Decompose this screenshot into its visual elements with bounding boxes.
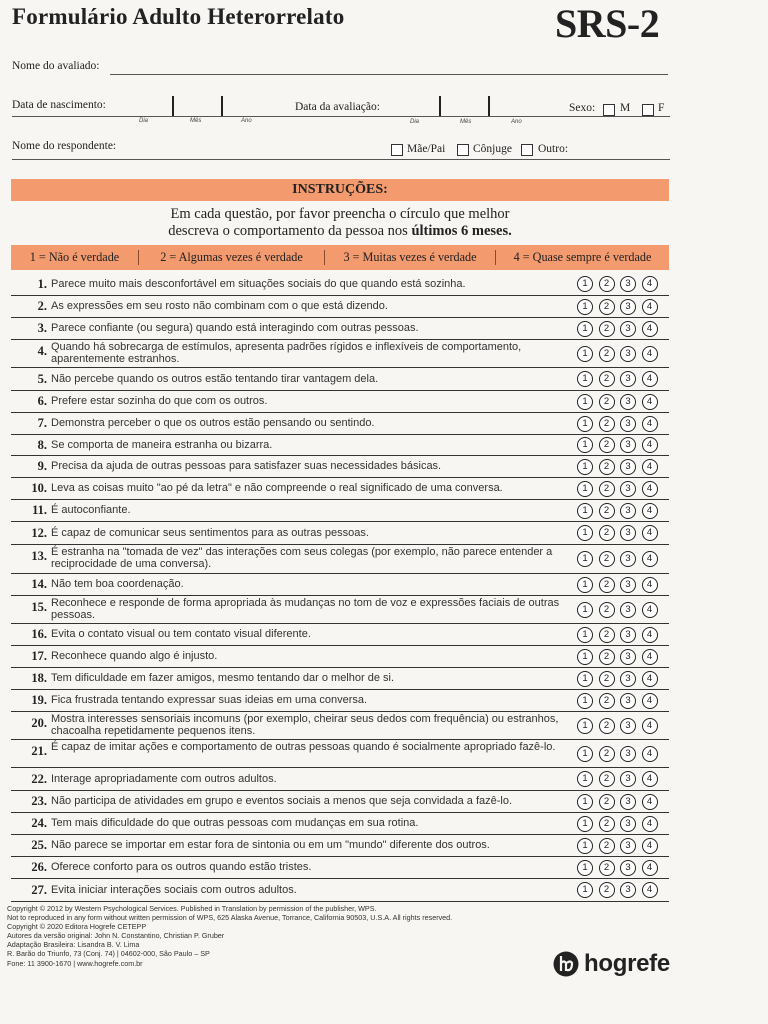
answer-circle-3[interactable]: 3 (620, 771, 636, 787)
question-row (11, 646, 669, 668)
answer-circle-1[interactable]: 1 (577, 649, 593, 665)
answer-circle-4[interactable]: 4 (642, 346, 658, 362)
answer-circle-4[interactable]: 4 (642, 718, 658, 734)
birth-year-caption: Ano (241, 118, 252, 124)
answer-circle-3[interactable]: 3 (620, 794, 636, 810)
answer-options (577, 525, 658, 541)
answer-options (577, 481, 658, 497)
answer-circle-4[interactable]: 4 (642, 882, 658, 898)
answer-circle-4[interactable]: 4 (642, 299, 658, 315)
question-row (11, 522, 669, 545)
answer-circle-1[interactable]: 1 (577, 459, 593, 475)
question-row (11, 296, 669, 318)
answer-options (577, 321, 658, 337)
question-number: 19. (31, 693, 47, 707)
respondent-name-field[interactable] (12, 159, 670, 160)
answer-circle-4[interactable]: 4 (642, 321, 658, 337)
question-text: Tem dificuldade em fazer amigos, mesmo tentando dar o melhor de si. (51, 672, 394, 684)
answer-circle-3[interactable]: 3 (620, 627, 636, 643)
question-row (11, 668, 669, 690)
question-text: Parece muito mais desconfortável em situações sociais do que quando está sozinha. (51, 277, 466, 290)
answer-options (577, 299, 658, 315)
answer-circle-2[interactable]: 2 (599, 577, 615, 593)
question-row (11, 500, 669, 522)
answer-options (577, 816, 658, 832)
respondent-name-label: Nome do respondente: (12, 140, 117, 152)
answer-circle-3[interactable]: 3 (620, 838, 636, 854)
hogrefe-logo-text: hogrefe (584, 950, 670, 977)
answer-circle-2[interactable]: 2 (599, 299, 615, 315)
answer-circle-4[interactable]: 4 (642, 816, 658, 832)
scale-option-4: 4 = Quase sempre é verdade (513, 250, 652, 264)
answer-circle-3[interactable]: 3 (620, 276, 636, 292)
answer-circle-1[interactable]: 1 (577, 525, 593, 541)
answer-circle-4[interactable]: 4 (642, 671, 658, 687)
question-number: 11. (32, 503, 47, 517)
question-row (11, 413, 669, 435)
footer-line: Autores da versão original: John N. Constantino, Christian P. Gruber (7, 931, 225, 941)
answer-circle-1[interactable]: 1 (577, 394, 593, 410)
answer-options (577, 551, 658, 567)
question-row (11, 857, 669, 879)
question-number: 10. (31, 481, 47, 495)
answer-circle-1[interactable]: 1 (577, 481, 593, 497)
answer-circle-3[interactable]: 3 (620, 459, 636, 475)
answer-circle-1[interactable]: 1 (577, 299, 593, 315)
answer-circle-1[interactable]: 1 (577, 321, 593, 337)
answer-circle-1[interactable]: 1 (577, 838, 593, 854)
answer-options (577, 276, 658, 292)
question-number: 27. (31, 882, 47, 897)
answer-options (577, 416, 658, 432)
eval-month-caption: Mês (460, 119, 472, 125)
answer-circle-2[interactable]: 2 (599, 718, 615, 734)
answer-circle-2[interactable]: 2 (599, 882, 615, 898)
answer-circle-2[interactable]: 2 (599, 394, 615, 410)
question-number: 18. (31, 671, 47, 685)
scale-option-3: 3 = Muitas vezes é verdade (343, 250, 477, 264)
answer-circle-2[interactable]: 2 (599, 746, 615, 762)
answer-circle-1[interactable]: 1 (577, 346, 593, 362)
question-row (11, 574, 669, 596)
question-row (11, 879, 669, 902)
question-row (11, 791, 669, 813)
footer-line: R. Barão do Triunfo, 73 (Conj. 74) | 04602-000, São Paulo – SP (7, 949, 210, 959)
scale-option-1: 1 = Não é verdade (29, 250, 120, 264)
answer-options (577, 577, 658, 593)
question-number: 13. (31, 549, 47, 563)
answer-circle-2[interactable]: 2 (599, 459, 615, 475)
evaluated-name-label: Nome do avaliado: (12, 60, 100, 72)
question-text: Prefere estar sozinha do que com os outros. (51, 395, 268, 407)
footer-line: Adaptação Brasileira: Lisandra B. V. Lima (7, 940, 140, 950)
answer-circle-2[interactable]: 2 (599, 276, 615, 292)
answer-circle-2[interactable]: 2 (599, 794, 615, 810)
respondent-other-checkbox[interactable] (521, 144, 533, 156)
question-row (11, 435, 669, 456)
answer-circle-2[interactable]: 2 (599, 525, 615, 541)
question-number: 24. (31, 816, 47, 830)
answer-circle-3[interactable]: 3 (620, 860, 636, 876)
question-text: Demonstra perceber o que os outros estão pensando ou sentindo. (51, 417, 375, 429)
answer-circle-1[interactable]: 1 (577, 416, 593, 432)
answer-circle-3[interactable]: 3 (620, 693, 636, 709)
sex-label: Sexo: (569, 102, 596, 114)
question-number: 22. (31, 771, 47, 786)
question-text: Precisa da ajuda de outras pessoas para satisfazer suas necessidades básicas. (51, 460, 442, 472)
answer-options (577, 371, 658, 387)
answer-circle-3[interactable]: 3 (620, 577, 636, 593)
answer-circle-3[interactable]: 3 (620, 371, 636, 387)
answer-options (577, 437, 658, 453)
date-row-line (12, 116, 670, 117)
answer-options (577, 602, 658, 618)
answer-circle-2[interactable]: 2 (599, 649, 615, 665)
answer-circle-3[interactable]: 3 (620, 481, 636, 497)
respondent-spouse-label: Cônjuge (473, 143, 512, 155)
eval-date-field[interactable] (395, 96, 545, 116)
question-number: 17. (31, 649, 47, 663)
question-text: Reconhece quando algo é injusto. (51, 650, 218, 662)
answer-circle-1[interactable]: 1 (577, 860, 593, 876)
eval-day-caption: Dia (410, 119, 420, 125)
answer-options (577, 671, 658, 687)
eval-date-label: Data da avaliação: (295, 101, 380, 113)
answer-options (577, 459, 658, 475)
answer-circle-4[interactable]: 4 (642, 437, 658, 453)
answer-circle-4[interactable]: 4 (642, 577, 658, 593)
question-number: 1. (37, 276, 47, 291)
question-number: 26. (31, 860, 47, 874)
answer-options (577, 394, 658, 410)
answer-circle-4[interactable]: 4 (642, 525, 658, 541)
answer-options (577, 346, 658, 362)
answer-circle-2[interactable]: 2 (599, 860, 615, 876)
sex-m-checkbox[interactable] (603, 104, 615, 116)
question-row (11, 596, 669, 624)
answer-circle-1[interactable]: 1 (577, 746, 593, 762)
question-text: Se comporta de maneira estranha ou bizarra. (51, 438, 273, 451)
answer-options (577, 882, 658, 898)
question-row (11, 456, 669, 478)
instructions-line2-text: descreva o comportamento da pessoa nos (168, 223, 412, 239)
answer-circle-4[interactable]: 4 (642, 481, 658, 497)
sex-f-label: F (658, 102, 665, 114)
answer-circle-4[interactable]: 4 (642, 371, 658, 387)
hogrefe-logo-icon (553, 951, 579, 977)
question-text: Interage apropriadamente com outros adultos. (51, 772, 277, 785)
answer-circle-2[interactable]: 2 (599, 671, 615, 687)
hogrefe-logo (553, 950, 670, 978)
answer-options (577, 627, 658, 643)
birth-month-caption: Mês (190, 118, 202, 124)
question-number: 7. (37, 416, 47, 430)
question-row (11, 545, 669, 574)
question-text: Evita o contato visual ou tem contato visual diferente. (51, 628, 311, 640)
question-number: 25. (31, 838, 47, 852)
question-number: 16. (31, 627, 47, 641)
answer-circle-1[interactable]: 1 (577, 693, 593, 709)
question-number: 21. (31, 744, 47, 758)
answer-circle-4[interactable]: 4 (642, 416, 658, 432)
answer-circle-4[interactable]: 4 (642, 551, 658, 567)
question-row (11, 690, 669, 712)
response-scale (11, 245, 669, 270)
answer-circle-1[interactable]: 1 (577, 503, 593, 519)
answer-options (577, 693, 658, 709)
answer-circle-3[interactable]: 3 (620, 503, 636, 519)
answer-circle-2[interactable]: 2 (599, 771, 615, 787)
answer-circle-3[interactable]: 3 (620, 321, 636, 337)
answer-circle-3[interactable]: 3 (620, 437, 636, 453)
answer-circle-4[interactable]: 4 (642, 693, 658, 709)
question-row (11, 273, 669, 296)
sex-f-checkbox[interactable] (642, 104, 654, 116)
question-row (11, 813, 669, 835)
answer-circle-4[interactable]: 4 (642, 838, 658, 854)
question-number: 14. (31, 577, 47, 591)
answer-circle-3[interactable]: 3 (620, 346, 636, 362)
footer-line: Fone: 11 3900-1670 | www.hogrefe.com.br (7, 958, 143, 968)
answer-options (577, 794, 658, 810)
answer-circle-2[interactable]: 2 (599, 437, 615, 453)
answer-circle-2[interactable]: 2 (599, 371, 615, 387)
question-row (11, 340, 669, 368)
instructions-line1: Em cada questão, por favor preencha o círculo que melhor (170, 206, 510, 222)
scale-option-2: 2 = Algumas vezes é verdade (160, 250, 303, 264)
answer-circle-3[interactable]: 3 (620, 746, 636, 762)
question-row (11, 368, 669, 391)
question-text: Parece confiante (ou segura) quando está interagindo com outras pessoas. (51, 322, 419, 334)
answer-circle-1[interactable]: 1 (577, 794, 593, 810)
question-text: Reconhece e responde de forma apropriada às mudanças no tom de voz e expressões faciais de outras pessoas. (51, 597, 560, 621)
birth-date-label: Data de nascimento: (12, 99, 106, 111)
answer-circle-3[interactable]: 3 (620, 671, 636, 687)
answer-circle-1[interactable]: 1 (577, 371, 593, 387)
answer-circle-1[interactable]: 1 (577, 816, 593, 832)
answer-circle-3[interactable]: 3 (620, 602, 636, 618)
question-text: Não tem boa coordenação. (51, 578, 184, 590)
footer-line: Copyright © 2020 Editora Hogrefe CETEPP (7, 922, 147, 932)
footer-line: Copyright © 2012 by Western Psychological Services. Published in Translation by permission of the publisher, WPS. (7, 904, 377, 913)
question-row (11, 768, 669, 791)
answer-circle-1[interactable]: 1 (577, 551, 593, 567)
answer-options (577, 838, 658, 854)
question-text: É autoconfiante. (51, 504, 131, 516)
question-number: 12. (31, 525, 47, 540)
question-row (11, 624, 669, 646)
question-number: 6. (37, 394, 47, 408)
footer-line: Not to reproduced in any form without written permission of WPS, 625 Alaska Avenue, Torrance, California 90503, U.S.A. All rights reserved. (7, 913, 453, 923)
respondent-other-label: Outro: (538, 143, 569, 155)
question-number: 3. (37, 321, 47, 335)
answer-circle-4[interactable]: 4 (642, 794, 658, 810)
answer-circle-3[interactable]: 3 (620, 882, 636, 898)
question-text: Não percebe quando os outros estão tentando tirar vantagem dela. (51, 372, 379, 385)
respondent-parent-checkbox[interactable] (391, 144, 403, 156)
answer-circle-3[interactable]: 3 (620, 416, 636, 432)
answer-circle-1[interactable]: 1 (577, 627, 593, 643)
question-text: Oferece conforto para os outros quando estão tristes. (51, 861, 312, 873)
sex-m-label: M (620, 102, 631, 114)
answer-circle-2[interactable]: 2 (599, 838, 615, 854)
respondent-parent-label: Mãe/Pai (407, 143, 446, 155)
question-number: 5. (37, 371, 47, 386)
question-row (11, 712, 669, 740)
answer-circle-4[interactable]: 4 (642, 459, 658, 475)
answer-circle-3[interactable]: 3 (620, 394, 636, 410)
answer-circle-4[interactable]: 4 (642, 860, 658, 876)
answer-circle-1[interactable]: 1 (577, 276, 593, 292)
question-text: Mostra interesses sensoriais incomuns (por exemplo, cheirar seus dedos com frequência) ou estranhos, chacoalha repetidamente pequenos itens. (51, 713, 559, 737)
answer-circle-4[interactable]: 4 (642, 503, 658, 519)
birth-date-field[interactable] (130, 96, 280, 116)
form-code: SRS-2 (555, 1, 660, 46)
instructions-line2 (11, 222, 669, 240)
copyright-footer (7, 904, 452, 968)
question-text: É estranha na "tomada de vez" das interações com seus colegas (por exemplo, não parece entender a reciprocidade de uma conversa). (51, 546, 553, 570)
question-number: 23. (31, 794, 47, 808)
answer-options (577, 860, 658, 876)
answer-circle-3[interactable]: 3 (620, 649, 636, 665)
answer-circle-2[interactable]: 2 (599, 481, 615, 497)
eval-year-caption: Ano (511, 119, 522, 125)
question-text: Não participa de atividades em grupo e eventos sociais a menos que seja convidada a fazê-lo. (51, 795, 513, 807)
answer-circle-1[interactable]: 1 (577, 671, 593, 687)
answer-circle-4[interactable]: 4 (642, 649, 658, 665)
question-number: 9. (37, 459, 47, 473)
answer-circle-2[interactable]: 2 (599, 816, 615, 832)
answer-circle-1[interactable]: 1 (577, 882, 593, 898)
answer-circle-1[interactable]: 1 (577, 771, 593, 787)
question-number: 20. (31, 716, 47, 730)
question-text: Não parece se importar em estar fora de sintonia ou em um "mundo" diferente dos outros. (51, 839, 490, 851)
answer-circle-2[interactable]: 2 (599, 321, 615, 337)
question-row (11, 478, 669, 500)
question-text: Quando há sobrecarga de estímulos, apresenta padrões rígidos e inflexíveis de comportamento, aparentemente estranhos. (51, 341, 522, 365)
birth-day-caption: Dia (139, 118, 149, 124)
answer-circle-1[interactable]: 1 (577, 602, 593, 618)
question-text: Tem mais dificuldade do que outras pessoas com mudanças em sua rotina. (51, 817, 419, 829)
instructions-heading: INSTRUÇÕES: (11, 179, 669, 201)
answer-circle-2[interactable]: 2 (599, 602, 615, 618)
answer-circle-4[interactable]: 4 (642, 276, 658, 292)
answer-circle-1[interactable]: 1 (577, 577, 593, 593)
question-row (11, 391, 669, 413)
question-text: É capaz de imitar ações e comportamento de outras pessoas quando é socialmente apropriado fazê-lo. (51, 741, 556, 753)
question-text: Leva as coisas muito "ao pé da letra" e não compreende o real significado de uma conversa. (51, 482, 503, 494)
question-number: 4. (37, 344, 47, 358)
question-row (11, 318, 669, 340)
answer-circle-2[interactable]: 2 (599, 416, 615, 432)
question-text: É capaz de comunicar seus sentimentos para as outras pessoas. (51, 526, 369, 539)
answer-circle-2[interactable]: 2 (599, 551, 615, 567)
evaluated-name-field[interactable] (110, 74, 668, 75)
question-row (11, 835, 669, 857)
answer-circle-3[interactable]: 3 (620, 816, 636, 832)
answer-circle-2[interactable]: 2 (599, 346, 615, 362)
question-number: 8. (37, 437, 47, 452)
answer-circle-3[interactable]: 3 (620, 718, 636, 734)
form-title: Formulário Adulto Heterorrelato (12, 4, 345, 29)
question-text: Evita iniciar interações sociais com outros adultos. (51, 883, 297, 896)
question-number: 15. (31, 600, 47, 614)
answer-circle-2[interactable]: 2 (599, 627, 615, 643)
question-text: Fica frustrada tentando expressar suas ideias em uma conversa. (51, 694, 368, 706)
answer-circle-3[interactable]: 3 (620, 525, 636, 541)
answer-circle-2[interactable]: 2 (599, 693, 615, 709)
answer-options (577, 718, 658, 734)
question-text: As expressões em seu rosto não combinam com o que está dizendo. (51, 300, 388, 312)
answer-circle-4[interactable]: 4 (642, 602, 658, 618)
question-row (11, 740, 669, 768)
answer-circle-3[interactable]: 3 (620, 299, 636, 315)
question-number: 2. (37, 299, 47, 313)
answer-circle-4[interactable]: 4 (642, 746, 658, 762)
answer-circle-3[interactable]: 3 (620, 551, 636, 567)
answer-circle-4[interactable]: 4 (642, 394, 658, 410)
answer-circle-4[interactable]: 4 (642, 771, 658, 787)
answer-circle-1[interactable]: 1 (577, 437, 593, 453)
answer-circle-4[interactable]: 4 (642, 627, 658, 643)
answer-options (577, 503, 658, 519)
answer-circle-1[interactable]: 1 (577, 718, 593, 734)
instructions-period: últimos 6 meses. (411, 223, 512, 239)
respondent-spouse-checkbox[interactable] (457, 144, 469, 156)
answer-options (577, 649, 658, 665)
answer-circle-2[interactable]: 2 (599, 503, 615, 519)
answer-options (577, 771, 658, 787)
answer-options (577, 746, 658, 762)
